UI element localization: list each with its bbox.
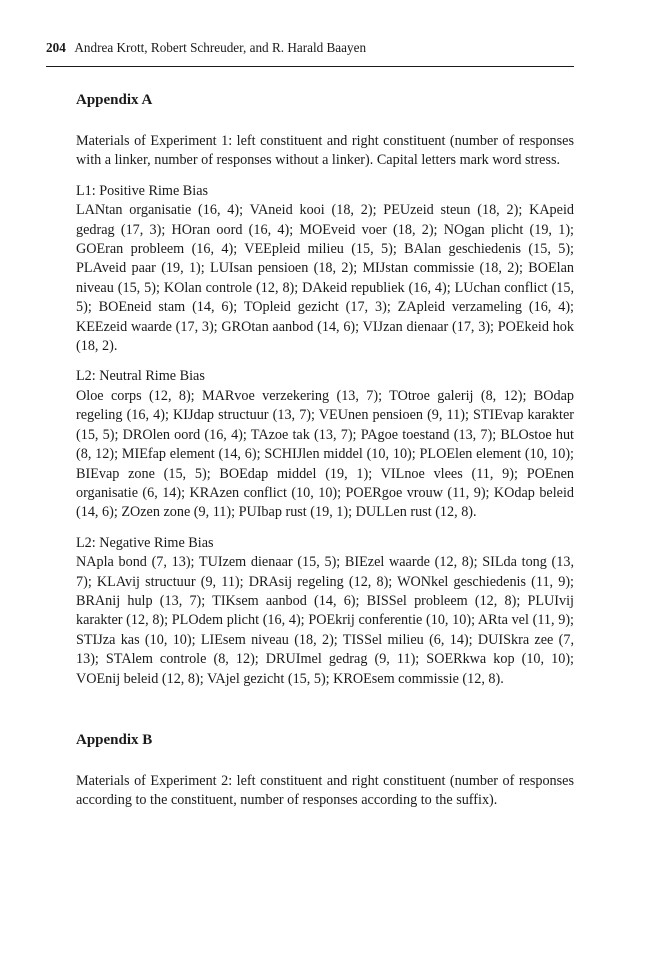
section-text: LANtan organisatie (16, 4); VAneid kooi (18, 2); PEUzeid steun (18, 2); KApeid gedrag (17, 3); HOran oord (16, 4); MOEveid voer (18, 2); NOgan plicht (19, 1); GOEran probleem (16, 4); VEEpleid milieu (15, 5); BAlan geschiedenis (15, 5); PLAveid paar (19, 1); LUIsan pensioen (18, 2); MIJstan commissie (18, 2); BOElan niveau (15, 5); KOlan controle (12, 8); DAkeid republiek (16, 4); LUchan conflict (15, 5); BOEneid stam (14, 6); TOpleid gezicht (17, 3); ZApleid verzameling (16, 4); KEEzeid waarde (17, 3); GROtan aanbod (14, 6); VIJzan dienaar (17, 3); POEkeid hok (18, 2). (76, 202, 574, 355)
section-text: NApla bond (7, 13); TUIzem dienaar (15, 5); BIEzel waarde (12, 8); SILda tong (13, 7); KLAvij structuur (9, 11); DRAsij regeling (12, 8); WONkel geschiedenis (11, 9); BRAnij hulp (13, 7); TIKsem aanbod (14, 6); BISSel probleem (12, 8); PLUIvij karakter (12, 8); PLOdem plicht (16, 4); POEkrij conferentie (10, 10); ARta vel (11, 9); STIJza kas (10, 10); LIEsem niveau (18, 2); TISSel milieu (6, 14); DUISkra zee (7, 13); STAlem controle (8, 12); DRUImel gedrag (9, 11); SOERkwa kop (10, 10); VOEnij beleid (12, 8); VAjel gezicht (15, 5); KROEsem commissie (12, 8). (76, 554, 574, 687)
section-negative-rime-bias (76, 534, 574, 689)
section-heading: L2: Negative Rime Bias (76, 534, 214, 551)
section-heading: L2: Neutral Rime Bias (76, 368, 205, 385)
page-body (76, 90, 574, 811)
section-heading: L1: Positive Rime Bias (76, 182, 209, 199)
appendix-b-title: Appendix B (76, 731, 153, 748)
section-neutral-rime-bias (76, 367, 574, 522)
section-positive-rime-bias (76, 182, 574, 357)
running-header-authors: Andrea Krott, Robert Schreuder, and R. Harald Baayen (74, 40, 367, 55)
appendix-a-title: Appendix A (76, 92, 153, 108)
appendix-b-intro: Materials of Experiment 2: left constituent and right constituent (number of responses according to the constituent, number of responses according to the suffix). (76, 772, 574, 809)
running-header (46, 40, 574, 67)
page-number: 204 (46, 40, 66, 55)
section-text: Oloe corps (12, 8); MARvoe verzekering (13, 7); TOtroe galerij (8, 12); BOdap regeling (16, 4); KIJdap structuur (13, 7); VEUnen pensioen (9, 11); STIEvap karakter (15, 5); DROlen oord (16, 4); TAzoe tak (13, 7); PAgoe toestand (13, 7); BLOstoe hut (8, 12); MIEfap element (14, 6); SCHIJlen middel (10, 10); PLOElen element (10, 10); BIEvap zone (15, 5); BOEdap middel (19, 1); VILnoe vlees (11, 9); POEnen organisatie (6, 14); KRAzen conflict (10, 10); POERgoe vrouw (11, 9); KOdap beleid (14, 6); ZOzen zone (9, 11); PUIbap rust (19, 1); DULLen rust (12, 8). (76, 387, 574, 521)
appendix-a-intro: Materials of Experiment 1: left constituent and right constituent (number of responses with a linker, number of responses without a linker). Capital letters mark word stress. (76, 133, 574, 169)
